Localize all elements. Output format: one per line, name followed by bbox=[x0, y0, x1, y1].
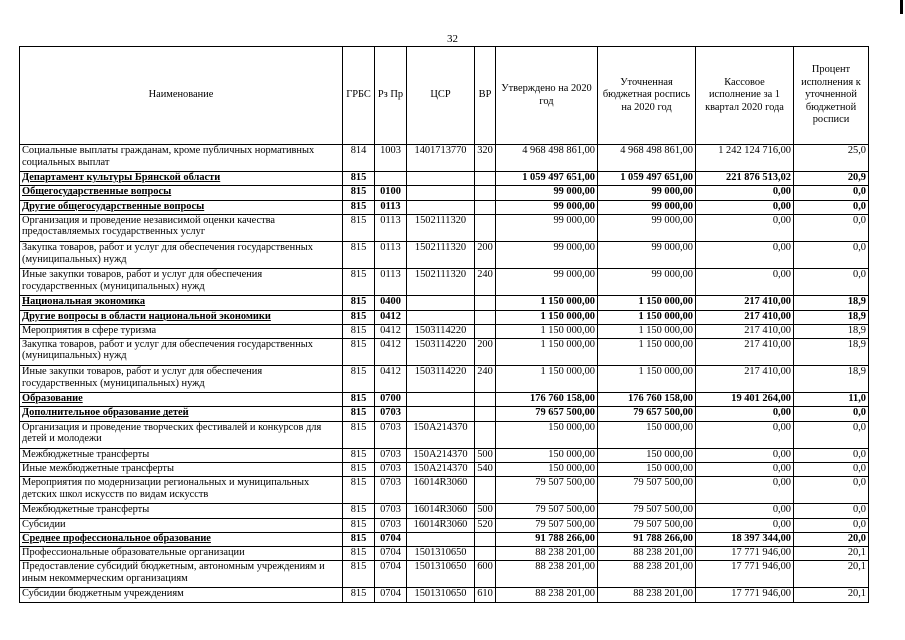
table-cell-rzpr: 0703 bbox=[375, 421, 407, 448]
table-cell-csr bbox=[407, 407, 475, 421]
table-cell-csr: 16014R3060 bbox=[407, 477, 475, 504]
table-cell-vr bbox=[475, 214, 496, 241]
table-cell-approved: 99 000,00 bbox=[496, 200, 598, 214]
table-cell-approved: 176 760 158,00 bbox=[496, 393, 598, 407]
table-cell-percent: 0,0 bbox=[794, 504, 869, 518]
table-cell-vr bbox=[475, 186, 496, 200]
table-cell-cash: 0,00 bbox=[696, 200, 794, 214]
table-cell-rzpr: 0113 bbox=[375, 214, 407, 241]
table-cell-csr: 1503114220 bbox=[407, 366, 475, 393]
table-cell-name: Организация и проведение независимой оценки качества предоставляемых государственных услуг bbox=[20, 214, 343, 241]
table-cell-csr bbox=[407, 393, 475, 407]
table-cell-approved: 150 000,00 bbox=[496, 463, 598, 477]
table-cell-grbs: 815 bbox=[343, 518, 375, 532]
table-cell-vr bbox=[475, 296, 496, 310]
table-cell-cash: 19 401 264,00 bbox=[696, 393, 794, 407]
table-cell-cash: 0,00 bbox=[696, 241, 794, 268]
table-cell-approved: 99 000,00 bbox=[496, 241, 598, 268]
table-cell-cash: 0,00 bbox=[696, 186, 794, 200]
table-cell-percent: 20,9 bbox=[794, 172, 869, 186]
table-cell-refined: 99 000,00 bbox=[598, 186, 696, 200]
table-cell-name: Дополнительное образование детей bbox=[20, 407, 343, 421]
table-row bbox=[20, 241, 869, 268]
table-cell-vr: 520 bbox=[475, 518, 496, 532]
table-cell-csr: 16014R3060 bbox=[407, 518, 475, 532]
table-cell-csr bbox=[407, 172, 475, 186]
table-cell-percent: 0,0 bbox=[794, 407, 869, 421]
table-row bbox=[20, 393, 869, 407]
table-cell-rzpr: 0704 bbox=[375, 588, 407, 602]
budget-execution-table bbox=[19, 46, 869, 603]
table-cell-percent: 0,0 bbox=[794, 269, 869, 296]
table-cell-percent: 18,9 bbox=[794, 338, 869, 365]
table-row bbox=[20, 407, 869, 421]
table-cell-vr bbox=[475, 172, 496, 186]
table-cell-grbs: 815 bbox=[343, 393, 375, 407]
table-cell-percent: 20,1 bbox=[794, 546, 869, 560]
table-cell-name: Профессиональные образовательные организации bbox=[20, 546, 343, 560]
table-row bbox=[20, 463, 869, 477]
table-cell-refined: 1 150 000,00 bbox=[598, 338, 696, 365]
table-cell-vr bbox=[475, 477, 496, 504]
table-cell-cash: 0,00 bbox=[696, 407, 794, 421]
table-cell-grbs: 815 bbox=[343, 269, 375, 296]
table-cell-cash: 0,00 bbox=[696, 463, 794, 477]
table-cell-percent: 0,0 bbox=[794, 463, 869, 477]
table-cell-rzpr: 0700 bbox=[375, 393, 407, 407]
table-cell-vr bbox=[475, 393, 496, 407]
table-row bbox=[20, 145, 869, 172]
table-cell-grbs: 815 bbox=[343, 561, 375, 588]
table-cell-vr: 200 bbox=[475, 338, 496, 365]
table-cell-refined: 79 507 500,00 bbox=[598, 504, 696, 518]
table-row bbox=[20, 448, 869, 462]
table-cell-cash: 17 771 946,00 bbox=[696, 561, 794, 588]
table-cell-name: Образование bbox=[20, 393, 343, 407]
table-cell-csr bbox=[407, 310, 475, 324]
table-cell-rzpr: 0704 bbox=[375, 561, 407, 588]
table-cell-cash: 1 242 124 716,00 bbox=[696, 145, 794, 172]
table-cell-rzpr: 0703 bbox=[375, 504, 407, 518]
table-cell-grbs: 815 bbox=[343, 241, 375, 268]
table-cell-rzpr: 0704 bbox=[375, 546, 407, 560]
table-cell-approved: 91 788 266,00 bbox=[496, 532, 598, 546]
table-cell-approved: 99 000,00 bbox=[496, 214, 598, 241]
table-cell-name: Субсидии bbox=[20, 518, 343, 532]
table-cell-refined: 1 059 497 651,00 bbox=[598, 172, 696, 186]
table-cell-csr: 1501310650 bbox=[407, 588, 475, 602]
table-cell-cash: 17 771 946,00 bbox=[696, 588, 794, 602]
table-cell-csr: 1501310650 bbox=[407, 561, 475, 588]
header-csr: ЦСР bbox=[407, 47, 475, 145]
table-cell-vr bbox=[475, 310, 496, 324]
header-approved: Утверждено на 2020 год bbox=[496, 47, 598, 145]
table-cell-grbs: 815 bbox=[343, 172, 375, 186]
table-cell-refined: 99 000,00 bbox=[598, 214, 696, 241]
table-cell-csr: 1502111320 bbox=[407, 269, 475, 296]
table-cell-cash: 0,00 bbox=[696, 421, 794, 448]
header-refined: Уточненная бюджетная роспись на 2020 год bbox=[598, 47, 696, 145]
table-cell-vr bbox=[475, 421, 496, 448]
table-cell-grbs: 815 bbox=[343, 200, 375, 214]
table-cell-refined: 99 000,00 bbox=[598, 241, 696, 268]
table-cell-rzpr: 1003 bbox=[375, 145, 407, 172]
table-cell-grbs: 815 bbox=[343, 310, 375, 324]
table-row bbox=[20, 269, 869, 296]
table-body bbox=[20, 145, 869, 603]
table-cell-percent: 0,0 bbox=[794, 421, 869, 448]
table-cell-name: Другие вопросы в области национальной экономики bbox=[20, 310, 343, 324]
table-cell-name: Организация и проведение творческих фестивалей и конкурсов для детей и молодежи bbox=[20, 421, 343, 448]
table-cell-name: Межбюджетные трансферты bbox=[20, 504, 343, 518]
table-cell-percent: 11,0 bbox=[794, 393, 869, 407]
table-cell-grbs: 815 bbox=[343, 338, 375, 365]
table-cell-grbs: 815 bbox=[343, 421, 375, 448]
table-cell-name: Департамент культуры Брянской области bbox=[20, 172, 343, 186]
table-cell-refined: 1 150 000,00 bbox=[598, 366, 696, 393]
table-cell-percent: 0,0 bbox=[794, 477, 869, 504]
table-cell-grbs: 815 bbox=[343, 407, 375, 421]
table-row bbox=[20, 518, 869, 532]
table-cell-name: Общегосударственные вопросы bbox=[20, 186, 343, 200]
table-cell-percent: 0,0 bbox=[794, 214, 869, 241]
table-cell-approved: 88 238 201,00 bbox=[496, 561, 598, 588]
table-cell-vr bbox=[475, 200, 496, 214]
table-cell-cash: 0,00 bbox=[696, 269, 794, 296]
table-cell-refined: 88 238 201,00 bbox=[598, 546, 696, 560]
table-cell-vr: 320 bbox=[475, 145, 496, 172]
table-cell-vr bbox=[475, 532, 496, 546]
table-cell-grbs: 815 bbox=[343, 463, 375, 477]
table-cell-approved: 79 507 500,00 bbox=[496, 504, 598, 518]
table-cell-name: Предоставление субсидий бюджетным, автономным учреждениям и иным некоммерческим организациям bbox=[20, 561, 343, 588]
table-cell-refined: 79 657 500,00 bbox=[598, 407, 696, 421]
table-cell-csr bbox=[407, 186, 475, 200]
table-row bbox=[20, 588, 869, 602]
table-cell-csr: 1502111320 bbox=[407, 214, 475, 241]
table-cell-name: Иные закупки товаров, работ и услуг для обеспечения государственных (муниципальных) нужд bbox=[20, 366, 343, 393]
table-cell-approved: 1 150 000,00 bbox=[496, 366, 598, 393]
table-cell-rzpr: 0412 bbox=[375, 324, 407, 338]
table-cell-percent: 20,0 bbox=[794, 532, 869, 546]
table-cell-rzpr: 0412 bbox=[375, 338, 407, 365]
table-row bbox=[20, 214, 869, 241]
table-cell-grbs: 815 bbox=[343, 477, 375, 504]
table-cell-csr: 1502111320 bbox=[407, 241, 475, 268]
table-cell-refined: 91 788 266,00 bbox=[598, 532, 696, 546]
table-cell-grbs: 815 bbox=[343, 214, 375, 241]
table-cell-refined: 88 238 201,00 bbox=[598, 561, 696, 588]
table-cell-name: Межбюджетные трансферты bbox=[20, 448, 343, 462]
table-cell-refined: 1 150 000,00 bbox=[598, 310, 696, 324]
table-row bbox=[20, 324, 869, 338]
table-cell-approved: 99 000,00 bbox=[496, 269, 598, 296]
table-cell-cash: 217 410,00 bbox=[696, 338, 794, 365]
table-cell-percent: 0,0 bbox=[794, 186, 869, 200]
table-cell-csr bbox=[407, 296, 475, 310]
page-number: 32 bbox=[447, 33, 458, 45]
table-cell-grbs: 814 bbox=[343, 145, 375, 172]
table-row bbox=[20, 366, 869, 393]
table-cell-name: Социальные выплаты гражданам, кроме публичных нормативных социальных выплат bbox=[20, 145, 343, 172]
table-cell-name: Национальная экономика bbox=[20, 296, 343, 310]
table-cell-grbs: 815 bbox=[343, 448, 375, 462]
table-cell-grbs: 815 bbox=[343, 546, 375, 560]
table-cell-csr: 150А214370 bbox=[407, 448, 475, 462]
table-cell-name: Другие общегосударственные вопросы bbox=[20, 200, 343, 214]
table-cell-cash: 0,00 bbox=[696, 518, 794, 532]
table-cell-percent: 0,0 bbox=[794, 448, 869, 462]
table-cell-rzpr: 0703 bbox=[375, 407, 407, 421]
table-cell-cash: 217 410,00 bbox=[696, 296, 794, 310]
table-row bbox=[20, 532, 869, 546]
table-cell-percent: 18,9 bbox=[794, 324, 869, 338]
table-cell-approved: 79 507 500,00 bbox=[496, 477, 598, 504]
table-cell-csr bbox=[407, 200, 475, 214]
table-cell-name: Иные закупки товаров, работ и услуг для обеспечения государственных (муниципальных) нужд bbox=[20, 269, 343, 296]
table-cell-refined: 99 000,00 bbox=[598, 200, 696, 214]
table-cell-percent: 18,9 bbox=[794, 366, 869, 393]
table-cell-csr: 1503114220 bbox=[407, 338, 475, 365]
table-cell-rzpr: 0113 bbox=[375, 241, 407, 268]
header-grbs: ГРБС bbox=[343, 47, 375, 145]
table-cell-refined: 1 150 000,00 bbox=[598, 296, 696, 310]
table-cell-approved: 1 059 497 651,00 bbox=[496, 172, 598, 186]
table-cell-cash: 217 410,00 bbox=[696, 310, 794, 324]
table-cell-rzpr: 0703 bbox=[375, 477, 407, 504]
table-row bbox=[20, 310, 869, 324]
table-cell-rzpr: 0412 bbox=[375, 366, 407, 393]
table-cell-grbs: 815 bbox=[343, 504, 375, 518]
table-cell-csr: 16014R3060 bbox=[407, 504, 475, 518]
table-cell-percent: 0,0 bbox=[794, 518, 869, 532]
table-cell-name: Иные межбюджетные трансферты bbox=[20, 463, 343, 477]
table-cell-vr: 500 bbox=[475, 504, 496, 518]
table-cell-percent: 0,0 bbox=[794, 241, 869, 268]
table-cell-approved: 1 150 000,00 bbox=[496, 338, 598, 365]
table-row bbox=[20, 477, 869, 504]
table-cell-name: Мероприятия в сфере туризма bbox=[20, 324, 343, 338]
table-cell-approved: 79 507 500,00 bbox=[496, 518, 598, 532]
table-cell-rzpr: 0703 bbox=[375, 448, 407, 462]
table-cell-approved: 99 000,00 bbox=[496, 186, 598, 200]
table-cell-cash: 18 397 344,00 bbox=[696, 532, 794, 546]
table-cell-vr bbox=[475, 324, 496, 338]
table-cell-vr: 610 bbox=[475, 588, 496, 602]
table-cell-rzpr: 0703 bbox=[375, 518, 407, 532]
table-row bbox=[20, 338, 869, 365]
table-cell-csr: 1401713770 bbox=[407, 145, 475, 172]
table-row bbox=[20, 421, 869, 448]
table-row bbox=[20, 172, 869, 186]
table-cell-csr: 150А214370 bbox=[407, 463, 475, 477]
table-cell-grbs: 815 bbox=[343, 324, 375, 338]
table-cell-name: Субсидии бюджетным учреждениям bbox=[20, 588, 343, 602]
table-cell-approved: 88 238 201,00 bbox=[496, 588, 598, 602]
table-cell-name: Мероприятия по модернизации региональных и муниципальных детских школ искусств по видам искусств bbox=[20, 477, 343, 504]
table-cell-percent: 18,9 bbox=[794, 310, 869, 324]
table-cell-vr: 240 bbox=[475, 366, 496, 393]
table-cell-approved: 1 150 000,00 bbox=[496, 310, 598, 324]
table-cell-rzpr: 0703 bbox=[375, 463, 407, 477]
table-row bbox=[20, 186, 869, 200]
table-cell-rzpr: 0704 bbox=[375, 532, 407, 546]
table-cell-approved: 1 150 000,00 bbox=[496, 324, 598, 338]
table-cell-vr bbox=[475, 546, 496, 560]
table-cell-cash: 0,00 bbox=[696, 504, 794, 518]
table-cell-refined: 4 968 498 861,00 bbox=[598, 145, 696, 172]
table-cell-cash: 0,00 bbox=[696, 477, 794, 504]
table-cell-refined: 79 507 500,00 bbox=[598, 477, 696, 504]
header-name: Наименование bbox=[20, 47, 343, 145]
table-cell-cash: 221 876 513,02 bbox=[696, 172, 794, 186]
table-cell-rzpr: 0412 bbox=[375, 310, 407, 324]
table-cell-approved: 4 968 498 861,00 bbox=[496, 145, 598, 172]
table-cell-vr: 540 bbox=[475, 463, 496, 477]
table-cell-vr: 600 bbox=[475, 561, 496, 588]
table-cell-vr: 200 bbox=[475, 241, 496, 268]
table-cell-cash: 217 410,00 bbox=[696, 366, 794, 393]
table-cell-approved: 150 000,00 bbox=[496, 421, 598, 448]
table-cell-rzpr: 0113 bbox=[375, 200, 407, 214]
table-cell-grbs: 815 bbox=[343, 588, 375, 602]
table-cell-refined: 99 000,00 bbox=[598, 269, 696, 296]
table-cell-approved: 150 000,00 bbox=[496, 448, 598, 462]
table-cell-cash: 217 410,00 bbox=[696, 324, 794, 338]
header-percent: Процент исполнения к уточненной бюджетной росписи bbox=[794, 47, 869, 145]
table-row bbox=[20, 561, 869, 588]
header-vr: ВР bbox=[475, 47, 496, 145]
table-header-row bbox=[20, 47, 869, 145]
table-cell-vr: 500 bbox=[475, 448, 496, 462]
table-cell-refined: 88 238 201,00 bbox=[598, 588, 696, 602]
table-cell-approved: 1 150 000,00 bbox=[496, 296, 598, 310]
table-cell-csr: 1501310650 bbox=[407, 546, 475, 560]
table-cell-name: Среднее профессиональное образование bbox=[20, 532, 343, 546]
table-cell-cash: 17 771 946,00 bbox=[696, 546, 794, 560]
table-cell-percent: 25,0 bbox=[794, 145, 869, 172]
table-row bbox=[20, 296, 869, 310]
table-cell-approved: 79 657 500,00 bbox=[496, 407, 598, 421]
table-cell-cash: 0,00 bbox=[696, 448, 794, 462]
table-cell-cash: 0,00 bbox=[696, 214, 794, 241]
table-row bbox=[20, 200, 869, 214]
table-cell-grbs: 815 bbox=[343, 186, 375, 200]
table-cell-percent: 20,1 bbox=[794, 561, 869, 588]
page-edge-mark bbox=[900, 0, 903, 14]
table-cell-approved: 88 238 201,00 bbox=[496, 546, 598, 560]
table-cell-refined: 1 150 000,00 bbox=[598, 324, 696, 338]
table-cell-grbs: 815 bbox=[343, 366, 375, 393]
header-rzpr: Рз Пр bbox=[375, 47, 407, 145]
table-cell-refined: 150 000,00 bbox=[598, 421, 696, 448]
table-cell-percent: 18,9 bbox=[794, 296, 869, 310]
table-cell-name: Закупка товаров, работ и услуг для обеспечения государственных (муниципальных) нужд bbox=[20, 338, 343, 365]
table-cell-percent: 0,0 bbox=[794, 200, 869, 214]
table-cell-refined: 150 000,00 bbox=[598, 448, 696, 462]
table-cell-rzpr: 0400 bbox=[375, 296, 407, 310]
table-cell-percent: 20,1 bbox=[794, 588, 869, 602]
table-cell-csr: 150А214370 bbox=[407, 421, 475, 448]
table-cell-csr: 1503114220 bbox=[407, 324, 475, 338]
table-cell-rzpr: 0100 bbox=[375, 186, 407, 200]
table-cell-grbs: 815 bbox=[343, 296, 375, 310]
table-row bbox=[20, 546, 869, 560]
table-cell-vr: 240 bbox=[475, 269, 496, 296]
table-cell-grbs: 815 bbox=[343, 532, 375, 546]
table-cell-refined: 79 507 500,00 bbox=[598, 518, 696, 532]
table-cell-refined: 176 760 158,00 bbox=[598, 393, 696, 407]
table-row bbox=[20, 504, 869, 518]
table-cell-rzpr bbox=[375, 172, 407, 186]
header-cash: Кассовое исполнение за 1 квартал 2020 года bbox=[696, 47, 794, 145]
table-cell-name: Закупка товаров, работ и услуг для обеспечения государственных (муниципальных) нужд bbox=[20, 241, 343, 268]
table-cell-refined: 150 000,00 bbox=[598, 463, 696, 477]
table-cell-vr bbox=[475, 407, 496, 421]
table-cell-rzpr: 0113 bbox=[375, 269, 407, 296]
table-cell-csr bbox=[407, 532, 475, 546]
